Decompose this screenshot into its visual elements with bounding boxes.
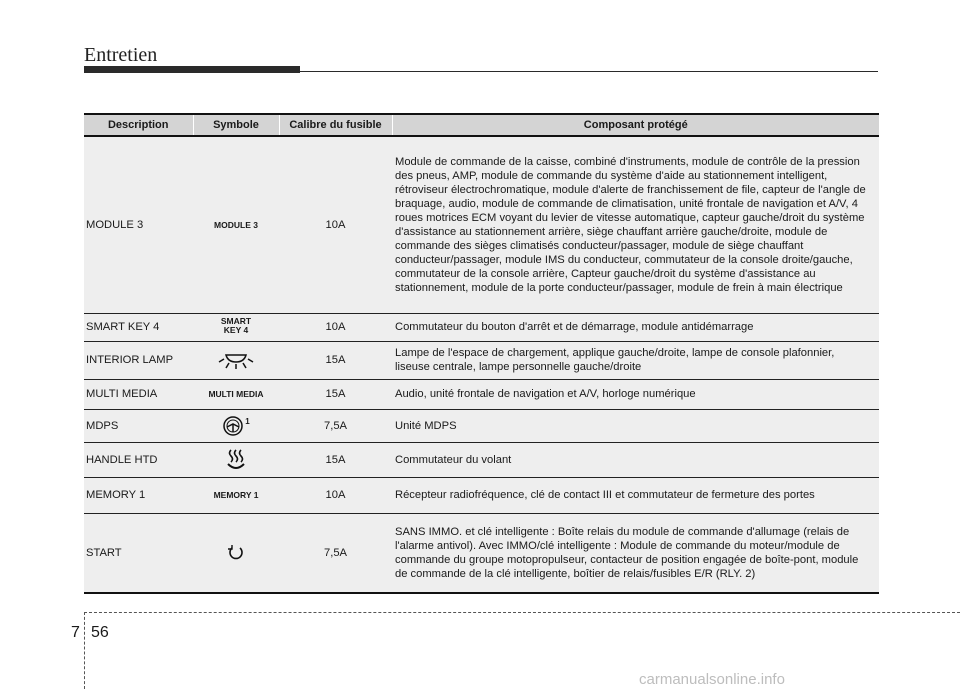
table-row <box>84 136 879 313</box>
row-description: MDPS <box>84 409 193 442</box>
row-rating: 15A <box>279 341 392 379</box>
row-rating: 10A <box>279 136 392 313</box>
row-symbol <box>193 513 279 593</box>
symbol-label-line1: SMART <box>220 316 252 326</box>
steering-wheel-icon <box>222 415 244 437</box>
heated-steering-icon <box>225 448 247 472</box>
table-row <box>84 379 879 409</box>
row-description: INTERIOR LAMP <box>84 341 193 379</box>
row-symbol <box>193 136 279 313</box>
row-component: Commutateur du bouton d'arrêt et de démarrage, module antidémarrage <box>392 313 879 341</box>
table-row <box>84 513 879 593</box>
table-row <box>84 341 879 379</box>
row-rating: 15A <box>279 442 392 477</box>
watermark: carmanualsonline.info <box>639 671 785 688</box>
row-description: MULTI MEDIA <box>84 379 193 409</box>
symbol-label: MEMORY 1 <box>213 490 259 500</box>
table-header-row <box>84 114 879 136</box>
page-header-title: Entretien <box>84 44 158 66</box>
table-row <box>84 477 879 513</box>
row-component: SANS IMMO. et clé intelligente : Boîte relais du module de commande d'allumage (relais de l'alarme antivol). Avec IMMO/clé intelligente : Module de commande du moteur/module de commande du groupe motopropulseur, contacteur de position engagée de boîte-pont, module de commande de la clé intelligente, boîtier de relais/fusibles E/R (RLY. 2) <box>392 513 879 593</box>
footer-rule <box>84 612 960 613</box>
row-description: START <box>84 513 193 593</box>
row-description: SMART KEY 4 <box>84 313 193 341</box>
symbol-label-line2: KEY 4 <box>223 325 249 335</box>
row-rating: 10A <box>279 313 392 341</box>
row-symbol <box>193 379 279 409</box>
header-bar <box>84 66 300 73</box>
table-row <box>84 409 879 442</box>
symbol-label: MODULE 3 <box>214 219 258 230</box>
row-description: MEMORY 1 <box>84 477 193 513</box>
row-component: Lampe de l'espace de chargement, applique gauche/droite, lampe de console plafonnier, liseuse centrale, lampe personnelle gauche/droite <box>392 341 879 379</box>
row-component: Audio, unité frontale de navigation et A/V, horloge numérique <box>392 379 879 409</box>
table-row <box>84 442 879 477</box>
row-component: Module de commande de la caisse, combiné d'instruments, module de contrôle de la pression des pneus, AMP, module de commande du système d'aide au stationnement intelligent, rétroviseur électrochromatique, module d'alerte de franchissement de file, capteur de l'angle de braquage, audio, module de commande de climatisation, unité frontale de navigation et A/V, 4 roues motrices ECM voyant du levier de vitesse automatique, capteur gauche/droit du système d'assistance au stationnement arrière, siège chauffant arrière gauche/droite, module de commande des sièges climatisés conducteur/passager, module de siège chauffant conducteur/passager, module IMS du conducteur, commutateur de la console droite/gauche, commutateur de la console arrière, Capteur gauche/droit du système d'assistance au stationnement, module de la porte conducteur/passager, module de frein à main électrique <box>392 136 879 313</box>
row-component: Unité MDPS <box>392 409 879 442</box>
page-number: 56 <box>91 624 109 641</box>
column-header-symbol: Symbole <box>193 114 279 136</box>
column-header-rating: Calibre du fusible <box>279 114 392 136</box>
symbol-suffix: 1 <box>245 416 250 426</box>
row-symbol <box>193 341 279 379</box>
row-component: Récepteur radiofréquence, clé de contact III et commutateur de fermeture des portes <box>392 477 879 513</box>
row-rating: 10A <box>279 477 392 513</box>
start-icon <box>227 544 245 562</box>
row-symbol <box>193 442 279 477</box>
table-row <box>84 313 879 341</box>
row-component: Commutateur du volant <box>392 442 879 477</box>
row-rating: 7,5A <box>279 513 392 593</box>
row-rating: 7,5A <box>279 409 392 442</box>
symbol-label: MULTI MEDIA <box>208 389 264 399</box>
header-rule <box>300 71 878 72</box>
row-symbol <box>193 313 279 341</box>
row-symbol <box>193 409 279 442</box>
interior-lamp-icon <box>216 350 256 370</box>
fuse-table <box>84 113 879 594</box>
column-header-description: Description <box>84 114 193 136</box>
row-rating: 15A <box>279 379 392 409</box>
row-symbol <box>193 477 279 513</box>
row-description: MODULE 3 <box>84 136 193 313</box>
row-description: HANDLE HTD <box>84 442 193 477</box>
chapter-number: 7 <box>71 624 80 641</box>
symbol-label <box>221 317 251 335</box>
footer-divider <box>84 612 85 689</box>
column-header-component: Composant protégé <box>392 114 879 136</box>
